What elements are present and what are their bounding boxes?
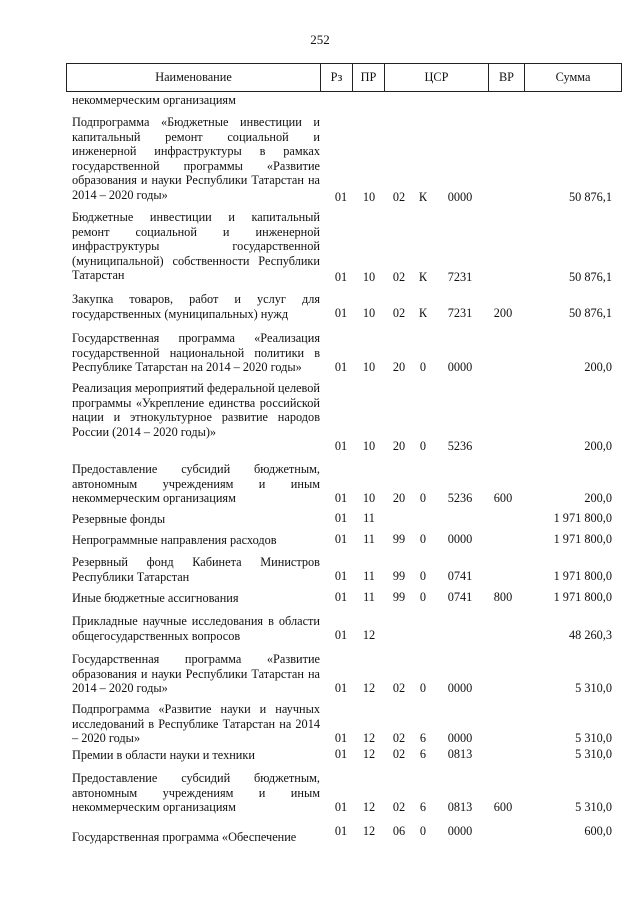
row-csr-program: 02 bbox=[392, 731, 406, 746]
row-csr-subprogram: 0 bbox=[419, 569, 427, 584]
row-csr-direction: 0741 bbox=[447, 590, 473, 605]
row-csr-program: 99 bbox=[392, 569, 406, 584]
header-sum: Сумма bbox=[555, 70, 591, 84]
row-rz: 01 bbox=[334, 569, 348, 584]
row-sum: 200,0 bbox=[584, 439, 612, 454]
continuation-text: некоммерческим организациям bbox=[72, 93, 236, 107]
row-csr-program: 20 bbox=[392, 360, 406, 375]
row-pr: 12 bbox=[362, 681, 376, 696]
row-csr-program: 20 bbox=[392, 491, 406, 506]
header-csr: ЦСР bbox=[385, 64, 489, 91]
table-row bbox=[0, 533, 640, 547]
row-csr-direction: 0000 bbox=[447, 190, 473, 205]
row-pr: 10 bbox=[362, 306, 376, 321]
row-name: Прикладные научные исследования в области общегосударственных вопросов bbox=[72, 614, 320, 643]
row-pr: 11 bbox=[363, 590, 375, 605]
row-csr-subprogram: К bbox=[418, 270, 428, 285]
row-pr: 12 bbox=[362, 731, 376, 746]
header-rz: Рз bbox=[321, 64, 353, 91]
row-sum: 50 876,1 bbox=[568, 270, 612, 285]
row-pr: 11 bbox=[363, 569, 375, 584]
row-csr-subprogram: 0 bbox=[419, 360, 427, 375]
row-rz: 01 bbox=[334, 628, 348, 643]
row-sum: 1 971 800,0 bbox=[553, 569, 612, 584]
row-csr-direction: 0000 bbox=[447, 824, 473, 838]
row-csr-direction: 0000 bbox=[447, 681, 473, 696]
row-pr: 10 bbox=[362, 360, 376, 375]
row-csr-program: 99 bbox=[392, 532, 406, 547]
row-vr: 200 bbox=[493, 306, 513, 321]
row-vr: 600 bbox=[493, 491, 513, 506]
table-row bbox=[0, 652, 640, 696]
row-name: Подпрограмма «Бюджетные инвестиции и капитальный ремонт социальной и инженерной инфраструктуры в рамках государственной программы «Развитие образования и науки Республики Татарстан на 2014 – 2020 годы» bbox=[72, 115, 320, 202]
page-number: 252 bbox=[310, 32, 330, 47]
row-csr-direction: 0813 bbox=[447, 747, 473, 762]
row-name: Предоставление субсидий бюджетным, автономным учреждениям и иным некоммерческим организациям bbox=[72, 462, 320, 506]
row-csr-subprogram: 6 bbox=[419, 731, 427, 746]
row-rz: 01 bbox=[334, 360, 348, 375]
row-csr-subprogram: 0 bbox=[419, 590, 427, 605]
row-sum: 48 260,3 bbox=[568, 628, 612, 643]
row-csr-subprogram: 0 bbox=[419, 532, 427, 547]
row-pr: 11 bbox=[363, 511, 375, 526]
row-csr-direction: 0000 bbox=[447, 731, 473, 746]
row-pr: 10 bbox=[362, 439, 376, 454]
row-sum: 5 310,0 bbox=[575, 681, 612, 696]
row-sum: 1 971 800,0 bbox=[553, 590, 612, 605]
row-csr-subprogram: 0 bbox=[419, 681, 427, 696]
row-csr-direction: 7231 bbox=[447, 270, 473, 285]
row-pr: 10 bbox=[362, 270, 376, 285]
row-rz: 01 bbox=[334, 306, 348, 321]
table-row bbox=[0, 115, 640, 205]
row-csr-program: 02 bbox=[392, 681, 406, 696]
table-row bbox=[0, 331, 640, 375]
row-sum: 1 971 800,0 bbox=[553, 532, 612, 547]
row-sum: 50 876,1 bbox=[568, 190, 612, 205]
row-csr-subprogram: К bbox=[418, 190, 428, 205]
row-name: Резервный фонд Кабинета Министров Республики Татарстан bbox=[72, 555, 320, 584]
table-row bbox=[0, 748, 640, 762]
row-pr: 12 bbox=[362, 824, 376, 838]
row-sum: 5 310,0 bbox=[575, 731, 612, 746]
row-name: Резервные фонды bbox=[72, 512, 166, 526]
row-csr-direction: 5236 bbox=[447, 439, 473, 454]
row-name: Закупка товаров, работ и услуг для государственных (муниципальных) нужд bbox=[72, 292, 320, 321]
row-sum: 50 876,1 bbox=[568, 306, 612, 321]
row-rz: 01 bbox=[334, 270, 348, 285]
row-sum: 200,0 bbox=[584, 360, 612, 375]
row-rz: 01 bbox=[334, 747, 348, 762]
row-name: Предоставление субсидий бюджетным, автономным учреждениям и иным некоммерческим организациям bbox=[72, 771, 320, 815]
row-rz: 01 bbox=[334, 511, 348, 526]
table-row bbox=[0, 292, 640, 321]
row-csr-direction: 0741 bbox=[447, 569, 473, 584]
table-row bbox=[0, 381, 640, 454]
row-pr: 12 bbox=[362, 747, 376, 762]
row-csr-subprogram: 0 bbox=[419, 491, 427, 506]
row-rz: 01 bbox=[334, 190, 348, 205]
row-csr-program: 02 bbox=[392, 190, 406, 205]
table-row bbox=[0, 462, 640, 506]
row-csr-direction: 7231 bbox=[447, 306, 473, 321]
row-sum: 600,0 bbox=[584, 824, 612, 838]
table-row bbox=[0, 555, 640, 584]
row-name: Реализация мероприятий федеральной целевой программы «Укрепление единства российской нации и этнокультурное развитие народов России (2014 – 2020 годы)» bbox=[72, 381, 320, 439]
row-csr-subprogram: 6 bbox=[419, 800, 427, 815]
row-csr-program: 20 bbox=[392, 439, 406, 454]
row-csr-program: 02 bbox=[392, 270, 406, 285]
row-csr-subprogram: 6 bbox=[419, 747, 427, 762]
table-row bbox=[0, 771, 640, 815]
table-row bbox=[0, 512, 640, 526]
row-rz: 01 bbox=[334, 800, 348, 815]
row-name: Государственная программа «Развитие образования и науки Республики Татарстан на 2014 – 2020 годы» bbox=[72, 652, 320, 696]
table-row bbox=[0, 824, 640, 854]
row-csr-direction: 0813 bbox=[447, 800, 473, 815]
row-csr-direction: 0000 bbox=[447, 532, 473, 547]
row-csr-subprogram: 0 bbox=[419, 824, 427, 838]
row-sum: 200,0 bbox=[584, 491, 612, 506]
header-name: Наименование bbox=[67, 64, 321, 91]
row-pr: 12 bbox=[362, 628, 376, 643]
row-sum: 5 310,0 bbox=[575, 747, 612, 762]
row-pr: 10 bbox=[362, 190, 376, 205]
row-name: Иные бюджетные ассигнования bbox=[72, 591, 239, 605]
table-row bbox=[0, 702, 640, 746]
row-csr-program: 99 bbox=[392, 590, 406, 605]
row-name: Премии в области науки и техники bbox=[72, 748, 255, 762]
header-pr: ПР bbox=[353, 64, 385, 91]
row-vr: 800 bbox=[493, 590, 513, 605]
row-csr-direction: 0000 bbox=[447, 360, 473, 375]
row-vr: 600 bbox=[493, 800, 513, 815]
row-rz: 01 bbox=[334, 439, 348, 454]
row-pr: 12 bbox=[362, 800, 376, 815]
row-csr-direction: 5236 bbox=[447, 491, 473, 506]
row-rz: 01 bbox=[334, 824, 348, 838]
row-rz: 01 bbox=[334, 590, 348, 605]
row-sum: 5 310,0 bbox=[575, 800, 612, 815]
row-rz: 01 bbox=[334, 681, 348, 696]
row-rz: 01 bbox=[334, 532, 348, 547]
row-name: Непрограммные направления расходов bbox=[72, 533, 277, 547]
row-pr: 10 bbox=[362, 491, 376, 506]
row-name: Подпрограмма «Развитие науки и научных исследований в Республике Татарстан на 2014 – 2020 годы» bbox=[72, 702, 320, 746]
row-name: Государственная программа «Реализация государственной национальной политики в Республике Татарстан на 2014 – 2020 годы» bbox=[72, 331, 320, 375]
row-csr-program: 02 bbox=[392, 747, 406, 762]
row-name: Бюджетные инвестиции и капитальный ремонт социальной и инженерной инфраструктуры государственной (муниципальной) собственности Республики Татарстан bbox=[72, 210, 320, 283]
header-vr: ВР bbox=[489, 64, 525, 91]
table-header bbox=[66, 63, 622, 92]
row-csr-program: 06 bbox=[392, 824, 406, 838]
row-csr-subprogram: 0 bbox=[419, 439, 427, 454]
row-csr-subprogram: К bbox=[418, 306, 428, 321]
table-row bbox=[0, 614, 640, 643]
row-csr-program: 02 bbox=[392, 306, 406, 321]
row-csr-program: 02 bbox=[392, 800, 406, 815]
row-name: Государственная программа «Обеспечение bbox=[72, 830, 297, 844]
table-row bbox=[0, 591, 640, 605]
row-pr: 11 bbox=[363, 532, 375, 547]
table-row bbox=[0, 210, 640, 285]
row-sum: 1 971 800,0 bbox=[553, 511, 612, 526]
row-rz: 01 bbox=[334, 491, 348, 506]
row-rz: 01 bbox=[334, 731, 348, 746]
